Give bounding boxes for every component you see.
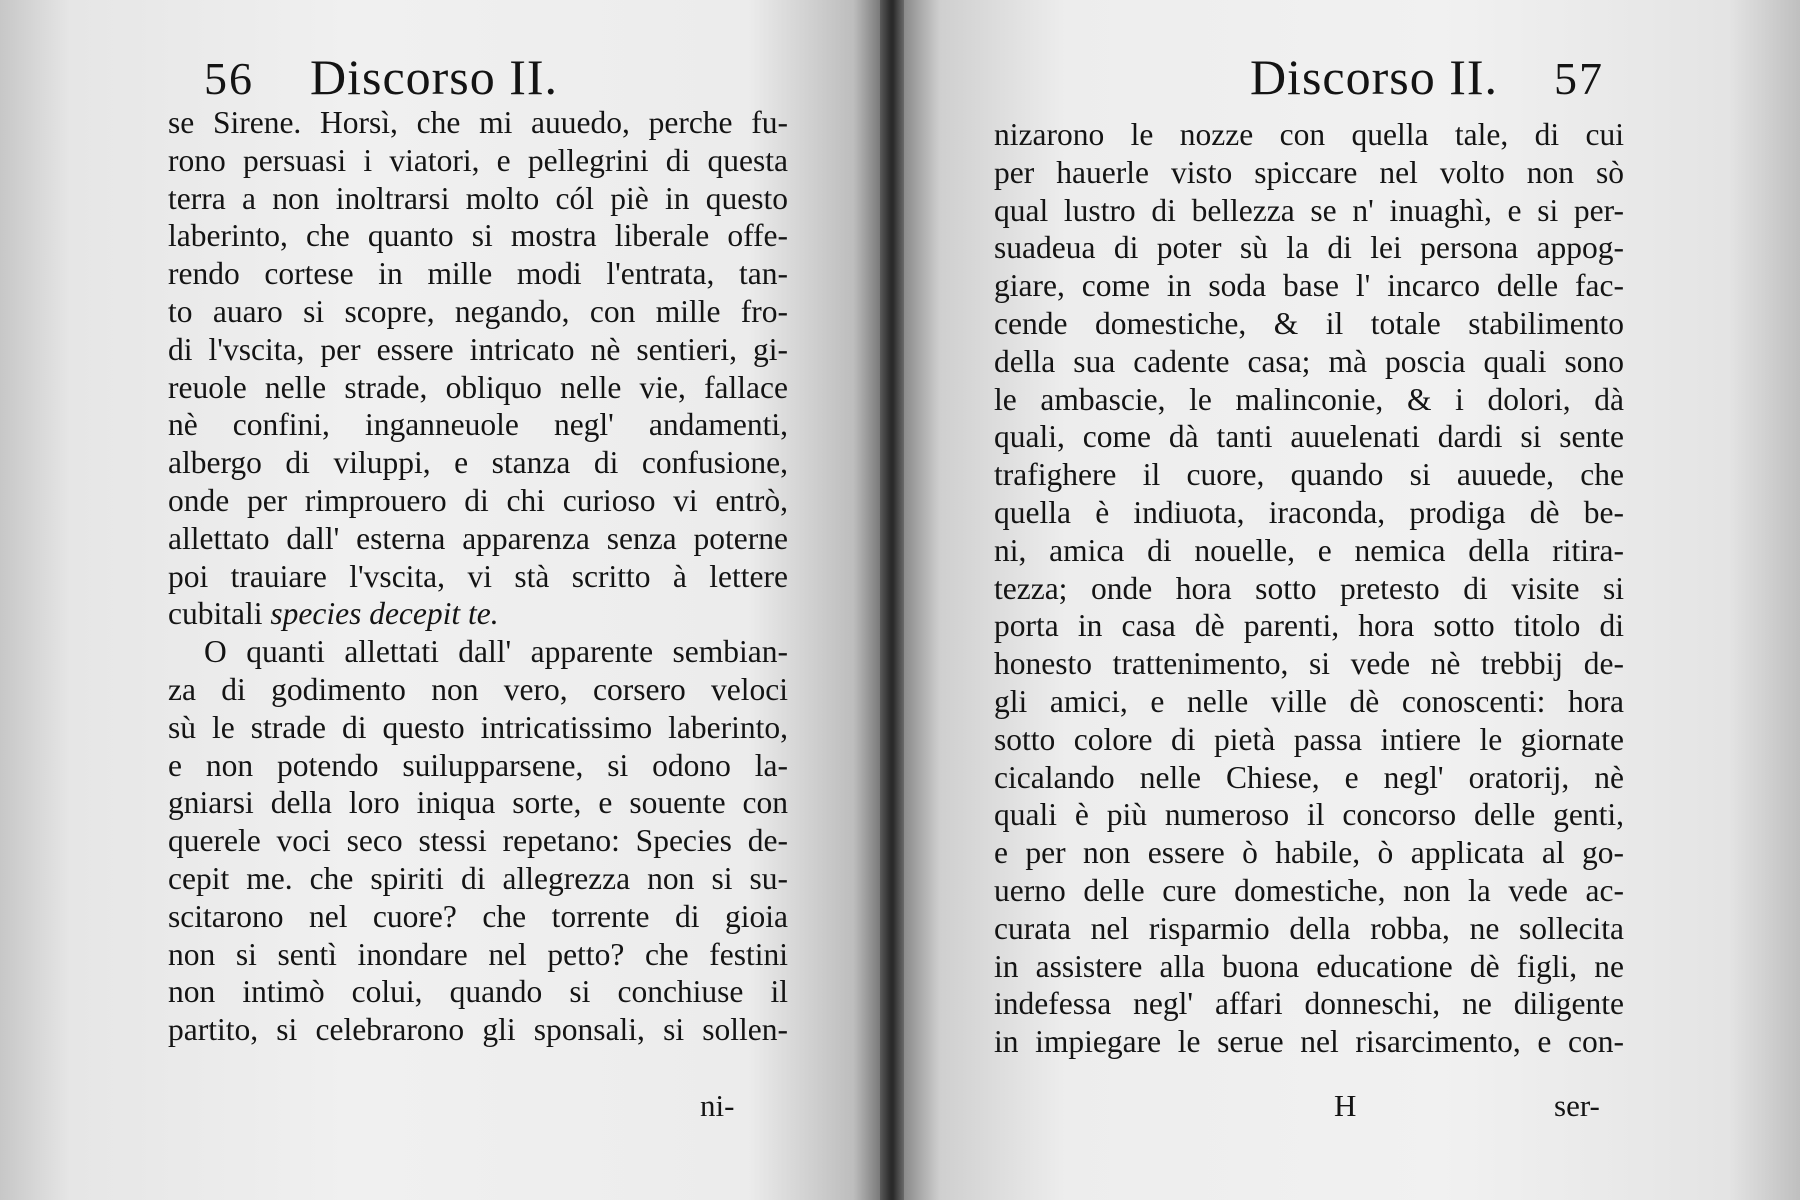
text-line: in impiegare le serue nel risarcimento, e con- (994, 1024, 1624, 1060)
text-line: laberinto, che quanto si mostra liberale offe- (168, 218, 788, 254)
text-line: uerno delle cure domestiche, non la vede ac- (994, 872, 1624, 908)
left-text-block (168, 104, 788, 1049)
text-line: della sua cadente casa; mà poscia quali sono (994, 343, 1624, 379)
text-line: O quanti allettati dall' apparente sembian- (204, 634, 788, 670)
text-line: non intimò colui, quando si conchiuse il (168, 974, 788, 1010)
signature-mark: H (1334, 1088, 1357, 1123)
text-line: di l'vscita, per essere intricato nè sentieri, gi- (168, 331, 788, 367)
book-gutter (880, 0, 904, 1200)
right-page-number: 57 (1554, 53, 1604, 104)
text-line: cende domestiche, & il totale stabilimento (994, 305, 1624, 341)
text-line: in assistere alla buona educatione dè figli, ne (994, 948, 1624, 984)
left-catchword: ni- (700, 1088, 735, 1123)
left-paragraph-2 (168, 633, 788, 1049)
text-line: gli amici, e nelle ville dè conoscenti: hora (994, 683, 1624, 719)
text-line (168, 595, 788, 633)
text-line: allettato dall' esterna apparenza senza poterne (168, 520, 788, 556)
text-line: e per non essere ò habile, ò applicata al go- (994, 835, 1624, 871)
text-line: za di godimento non vero, corsero veloci (168, 671, 788, 707)
text-line: reuole nelle strade, obliquo nelle vie, fallace (168, 369, 788, 405)
text-line: giare, come in soda base l' incarco delle fac- (994, 268, 1624, 304)
text-line: quella è indiuota, iraconda, prodiga dè be- (994, 494, 1624, 530)
text-line: nè confini, inganneuole negl' andamenti, (168, 407, 788, 443)
left-page (0, 0, 880, 1200)
text-line: ni, amica di nouelle, e nemica della ritira- (994, 532, 1624, 568)
text-line: rendo cortese in mille modi l'entrata, tan- (168, 256, 788, 292)
text-line: terra a non inoltrarsi molto cól piè in questo (168, 180, 788, 216)
text-line: onde per rimprouero di chi curioso vi entrò, (168, 482, 788, 518)
left-paragraph-1 (168, 104, 788, 633)
left-running-title: Discorso II. (310, 49, 559, 105)
right-running-title: Discorso II. (1249, 49, 1498, 105)
text-line: qual lustro di bellezza se n' inuaghì, e si per- (994, 192, 1624, 228)
text-line: suadeua di poter sù la di lei persona appog- (994, 230, 1624, 266)
text-line: sotto colore di pietà passa intiere le giornate (994, 721, 1624, 757)
right-text-block (994, 116, 1624, 1061)
right-page-header (1250, 48, 1604, 118)
text-line: querele voci seco stessi repetano: Species de- (168, 823, 788, 859)
text-line: indefessa negl' affari donneschi, ne diligente (994, 986, 1624, 1022)
text-line: cicalando nelle Chiese, e negl' oratorij, nè (994, 759, 1624, 795)
text-line: poi trauiare l'vscita, vi stà scritto à lettere (168, 558, 788, 594)
text-line: cepit me. che spiriti di allegrezza non si su- (168, 860, 788, 896)
right-page (904, 0, 1800, 1200)
text-line: per hauerle visto spiccare nel volto non sò (994, 154, 1624, 190)
text-line: non si sentì inondare nel petto? che festini (168, 936, 788, 972)
text-line: honesto trattenimento, si vede nè trebbij de- (994, 646, 1624, 682)
latin-phrase: species decepit te. (270, 596, 499, 632)
text-line: quali, come dà tanti auuelenati dardi si sente (994, 419, 1624, 455)
text-line: to auaro si scopre, negando, con mille fro- (168, 293, 788, 329)
right-catchword: ser- (1554, 1088, 1600, 1123)
text-line: se Sirene. Horsì, che mi auuedo, perche fu- (168, 105, 788, 140)
text-line: gniarsi della loro iniqua sorte, e souente con (168, 785, 788, 821)
text-line: porta in casa dè parenti, hora sotto titolo di (994, 608, 1624, 644)
text-line: curata nel risparmio della robba, ne sollecita (994, 910, 1624, 946)
text-line: quali è più numeroso il concorso delle genti, (994, 797, 1624, 833)
text-line: sù le strade di questo intricatissimo laberinto, (168, 709, 788, 745)
text-line: partito, si celebrarono gli sponsali, si sollen- (168, 1012, 788, 1048)
text-line: trafighere il cuore, quando si auuede, che (994, 457, 1624, 493)
left-page-number: 56 (204, 53, 254, 104)
text-line: scitarono nel cuore? che torrente di gioia (168, 898, 788, 934)
text-line: rono persuasi i viatori, e pellegrini di questa (168, 142, 788, 178)
text-line: e non potendo suilupparsene, si odono la- (168, 747, 788, 783)
text-line: nizarono le nozze con quella tale, di cui (994, 117, 1624, 152)
text-line: le ambascie, le malinconie, & i dolori, dà (994, 381, 1624, 417)
text-line: tezza; onde hora sotto pretesto di visite si (994, 570, 1624, 606)
text-line: albergo di viluppi, e stanza di confusione, (168, 445, 788, 481)
last-line-roman: cubitali (168, 596, 271, 632)
